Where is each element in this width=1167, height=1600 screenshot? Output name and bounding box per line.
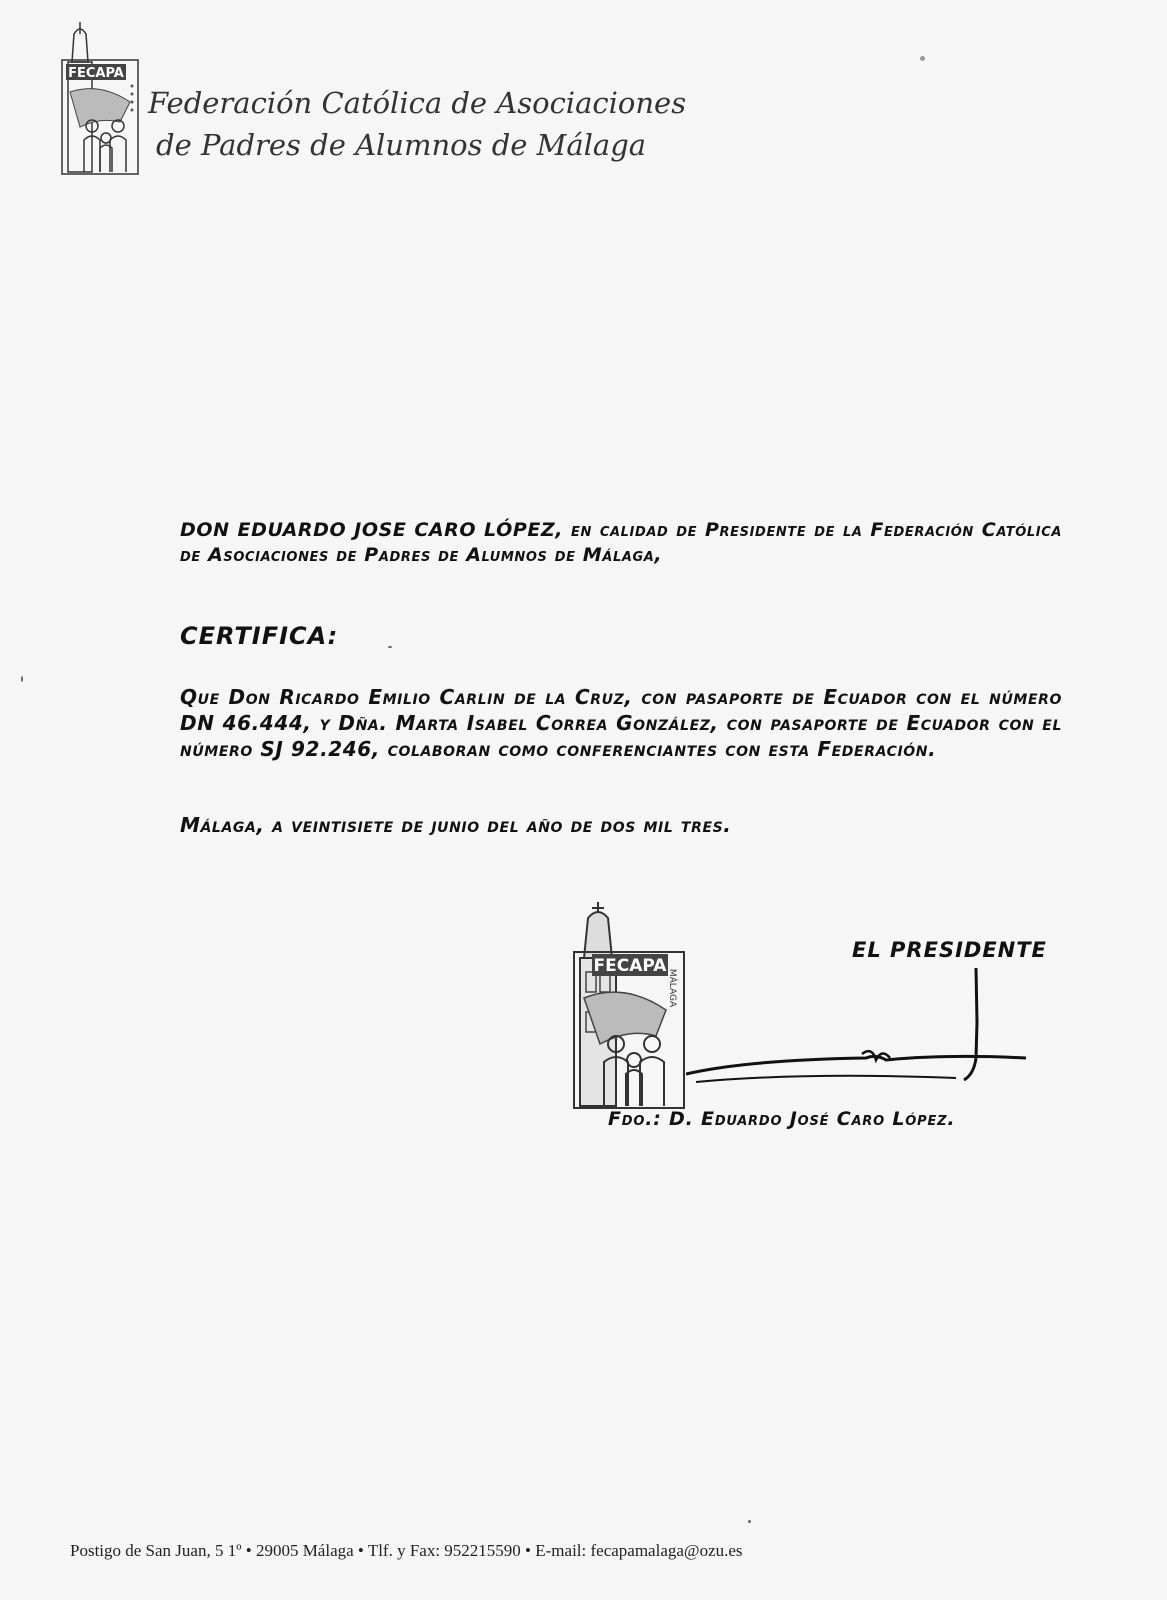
- fecapa-logo-stamp: [570, 902, 686, 1112]
- org-name-line1: Federación Católica de Asociaciones: [148, 86, 687, 120]
- intro-rest: en calidad de Presidente de la Federación Católica de Asociaciones de Padres de Alumnos de Málaga,: [180, 519, 1062, 566]
- date-line: Málaga, a veintisiete de junio del año de dos mil tres.: [180, 813, 732, 837]
- president-title: EL PRESIDENTE: [852, 938, 1047, 962]
- scan-speck: [748, 1520, 751, 1523]
- svg-text:FECAPA: FECAPA: [593, 956, 667, 976]
- org-name-line2: de Padres de Alumnos de Málaga: [156, 128, 647, 162]
- scan-speck: [388, 646, 392, 648]
- president-signature: [686, 962, 1066, 1100]
- intro-paragraph: [180, 518, 1062, 568]
- fecapa-logo-small: [60, 22, 140, 177]
- certification-paragraph: Que Don Ricardo Emilio Carlin de la Cruz, con pasaporte de Ecuador con el número DN 46.444, y Dña. Marta Isabel Correa González, con pasaporte de Ecuador con el número SJ 92.246, colaboran como conferenciantes con esta Federación.: [180, 685, 1062, 761]
- scan-speck: [920, 56, 925, 61]
- svg-text:MÁLAGA: MÁLAGA: [667, 968, 677, 1008]
- footer-address: Postigo de San Juan, 5 1º • 29005 Málaga • Tlf. y Fax: 952215590 • E-mail: fecapamalaga@ozu.es: [70, 1541, 743, 1560]
- intro-name: DON EDUARDO JOSE CARO LÓPEZ,: [180, 519, 564, 541]
- signer-name: Fdo.: D. Eduardo José Caro López.: [608, 1108, 956, 1130]
- scan-speck: [21, 676, 23, 682]
- certifica-heading: CERTIFICA:: [180, 622, 339, 650]
- svg-text:FECAPA: FECAPA: [68, 66, 124, 81]
- organization-name: [148, 82, 708, 166]
